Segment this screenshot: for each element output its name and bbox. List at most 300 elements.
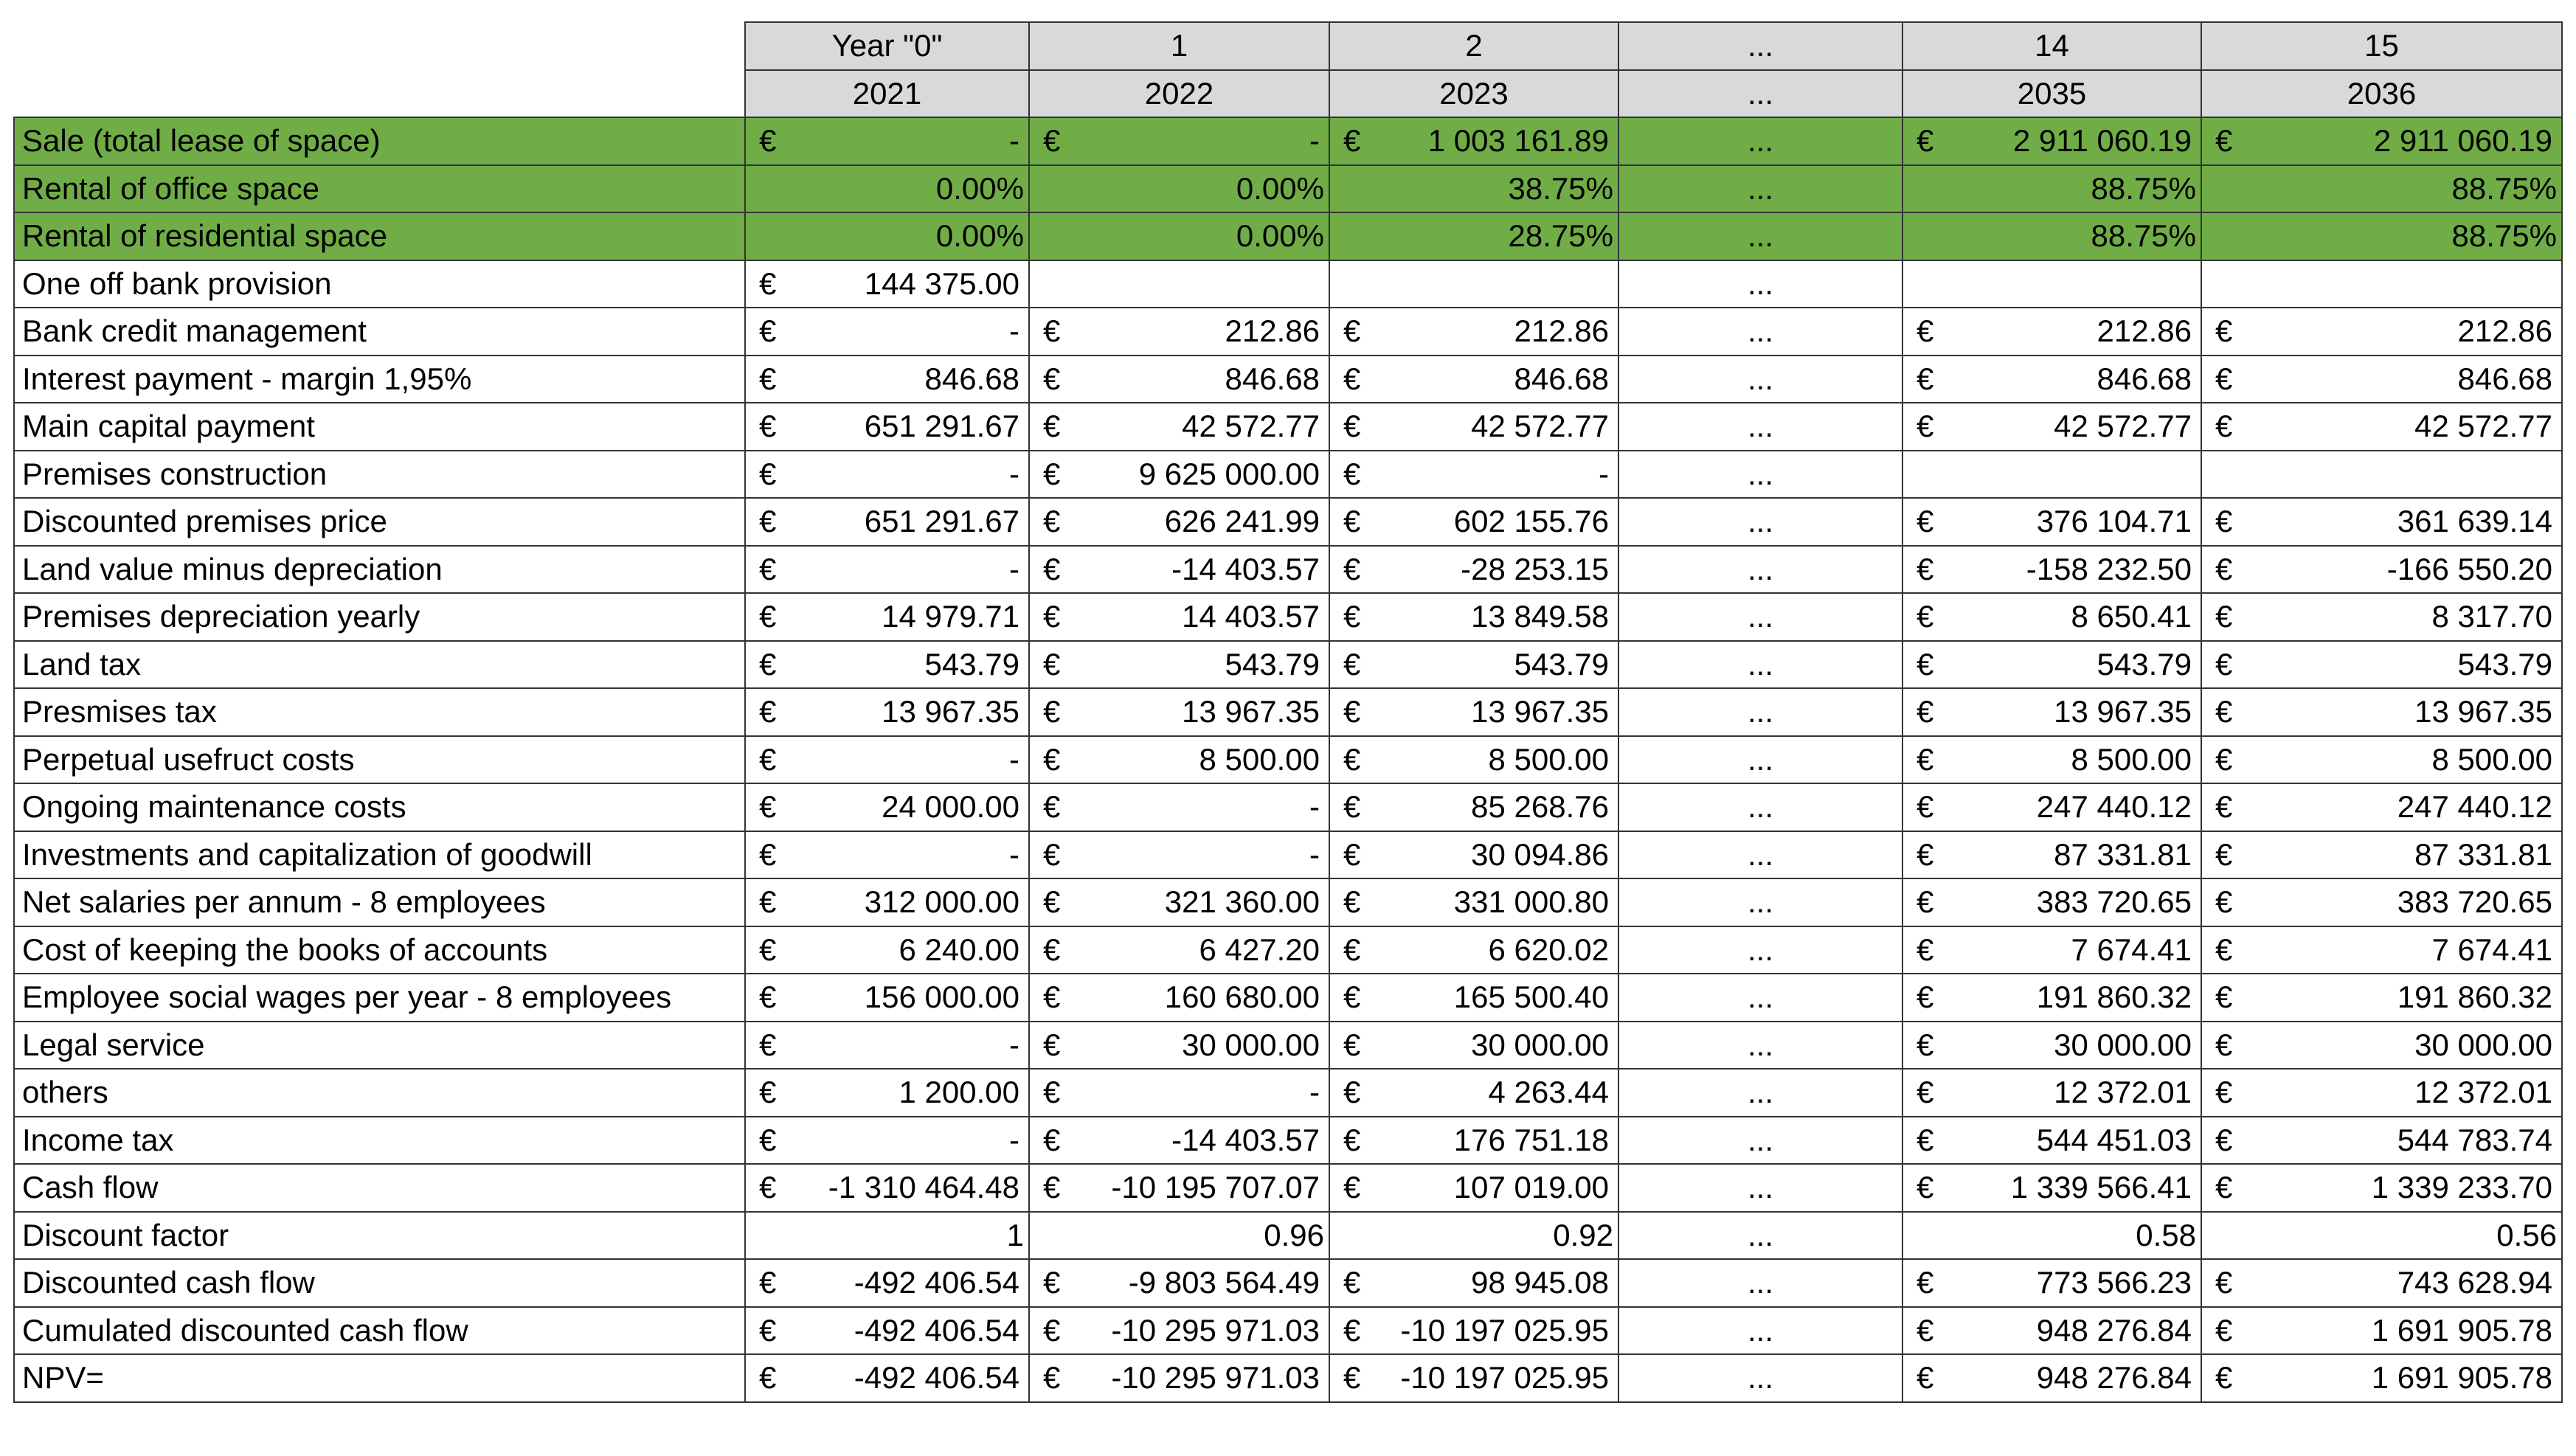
table-row: [14, 593, 2562, 641]
currency-symbol: €: [1029, 688, 1088, 736]
currency-symbol: €: [745, 1354, 808, 1402]
currency-symbol: €: [1029, 1022, 1088, 1070]
ellipsis-cell: ...: [1618, 593, 1902, 641]
currency-symbol: €: [1329, 308, 1388, 356]
year-header-cell: 2021: [745, 70, 1029, 118]
currency-symbol: €: [745, 641, 808, 689]
value-cell: -: [1388, 451, 1618, 499]
currency-symbol: €: [1902, 308, 1962, 356]
currency-symbol: €: [745, 546, 808, 594]
value-cell: 98 945.08: [1388, 1259, 1618, 1307]
ellipsis-cell: ...: [1618, 356, 1902, 403]
value-cell: -10 295 971.03: [1088, 1307, 1329, 1355]
table-row: [14, 736, 2562, 784]
table-row: [14, 974, 2562, 1022]
value-cell: 42 572.77: [2260, 403, 2562, 451]
header-corner-cell: [14, 22, 745, 70]
value-cell: -10 195 707.07: [1088, 1164, 1329, 1212]
currency-symbol: €: [745, 498, 808, 546]
currency-symbol: €: [1329, 1117, 1388, 1165]
table-row: [14, 356, 2562, 403]
ellipsis-cell: ...: [1618, 546, 1902, 594]
table-row: [14, 1354, 2562, 1402]
value-cell: 212.86: [1088, 308, 1329, 356]
empty-cell: [2201, 451, 2562, 499]
currency-symbol: €: [1329, 1354, 1388, 1402]
value-cell: 14 403.57: [1088, 593, 1329, 641]
currency-symbol: €: [2201, 1069, 2260, 1117]
value-cell: 7 674.41: [2260, 926, 2562, 974]
currency-symbol: €: [745, 1307, 808, 1355]
row-label: Interest payment - margin 1,95%: [14, 356, 745, 403]
value-cell: 13 967.35: [808, 688, 1029, 736]
currency-symbol: €: [1329, 974, 1388, 1022]
value-cell: 42 572.77: [1088, 403, 1329, 451]
ellipsis-cell: ...: [1618, 1069, 1902, 1117]
currency-symbol: €: [1029, 308, 1088, 356]
value-cell: 88.75%: [1902, 165, 2201, 213]
row-label: Rental of residential space: [14, 212, 745, 260]
value-cell: 773 566.23: [1962, 1259, 2201, 1307]
table-row: [14, 1022, 2562, 1070]
value-cell: 8 500.00: [1088, 736, 1329, 784]
value-cell: -: [1088, 117, 1329, 165]
table-row: [14, 451, 2562, 499]
currency-symbol: €: [1329, 546, 1388, 594]
value-cell: 4 263.44: [1388, 1069, 1618, 1117]
value-cell: 107 019.00: [1388, 1164, 1618, 1212]
currency-symbol: €: [745, 1069, 808, 1117]
value-cell: 651 291.67: [808, 498, 1029, 546]
currency-symbol: €: [1902, 1022, 1962, 1070]
value-cell: 543.79: [808, 641, 1029, 689]
value-cell: 2 911 060.19: [2260, 117, 2562, 165]
value-cell: 543.79: [1388, 641, 1618, 689]
period-header-cell: 1: [1029, 22, 1329, 70]
currency-symbol: €: [1329, 451, 1388, 499]
value-cell: 8 500.00: [1388, 736, 1618, 784]
value-cell: 2 911 060.19: [1962, 117, 2201, 165]
currency-symbol: €: [2201, 356, 2260, 403]
table-row: [14, 212, 2562, 260]
value-cell: 1 691 905.78: [2260, 1307, 2562, 1355]
ellipsis-cell: ...: [1618, 403, 1902, 451]
header-corner-cell: [14, 70, 745, 118]
ellipsis-cell: ...: [1618, 641, 1902, 689]
row-label: Discounted premises price: [14, 498, 745, 546]
period-header-ellipsis: ...: [1618, 22, 1902, 70]
row-label: Main capital payment: [14, 403, 745, 451]
value-cell: 8 500.00: [2260, 736, 2562, 784]
row-label: Premises depreciation yearly: [14, 593, 745, 641]
value-cell: 12 372.01: [2260, 1069, 2562, 1117]
value-cell: 1: [745, 1212, 1029, 1260]
row-label: Ongoing maintenance costs: [14, 783, 745, 831]
value-cell: 602 155.76: [1388, 498, 1618, 546]
period-header-cell: Year "0": [745, 22, 1029, 70]
value-cell: 14 979.71: [808, 593, 1029, 641]
value-cell: 144 375.00: [808, 260, 1029, 308]
value-cell: -1 310 464.48: [808, 1164, 1029, 1212]
currency-symbol: €: [2201, 974, 2260, 1022]
row-label: Premises construction: [14, 451, 745, 499]
value-cell: 87 331.81: [1962, 831, 2201, 879]
value-cell: -: [808, 831, 1029, 879]
value-cell: 13 967.35: [2260, 688, 2562, 736]
currency-symbol: €: [1329, 1164, 1388, 1212]
currency-symbol: €: [1029, 926, 1088, 974]
value-cell: -10 295 971.03: [1088, 1354, 1329, 1402]
currency-symbol: €: [1029, 878, 1088, 926]
row-label: NPV=: [14, 1354, 745, 1402]
year-header-ellipsis: ...: [1618, 70, 1902, 118]
table-row: [14, 1117, 2562, 1165]
value-cell: -: [1088, 1069, 1329, 1117]
empty-cell: [2201, 260, 2562, 308]
year-header-cell: 2035: [1902, 70, 2201, 118]
value-cell: -492 406.54: [808, 1307, 1029, 1355]
table-row: [14, 1259, 2562, 1307]
value-cell: 38.75%: [1329, 165, 1618, 213]
value-cell: -9 803 564.49: [1088, 1259, 1329, 1307]
currency-symbol: €: [1029, 1164, 1088, 1212]
value-cell: 88.75%: [1902, 212, 2201, 260]
row-label: Cumulated discounted cash flow: [14, 1307, 745, 1355]
value-cell: 383 720.65: [1962, 878, 2201, 926]
row-label: Perpetual usefruct costs: [14, 736, 745, 784]
empty-cell: [1902, 451, 2201, 499]
period-header-cell: 2: [1329, 22, 1618, 70]
value-cell: 8 500.00: [1962, 736, 2201, 784]
row-label: Cost of keeping the books of accounts: [14, 926, 745, 974]
table-row: [14, 498, 2562, 546]
row-label: Land value minus depreciation: [14, 546, 745, 594]
currency-symbol: €: [745, 1259, 808, 1307]
table-row: [14, 1069, 2562, 1117]
row-label: Rental of office space: [14, 165, 745, 213]
currency-symbol: €: [1029, 546, 1088, 594]
value-cell: 7 674.41: [1962, 926, 2201, 974]
value-cell: 87 331.81: [2260, 831, 2562, 879]
table-row: [14, 688, 2562, 736]
currency-symbol: €: [2201, 926, 2260, 974]
currency-symbol: €: [1029, 1259, 1088, 1307]
value-cell: 8 650.41: [1962, 593, 2201, 641]
period-header-row: [14, 22, 2562, 70]
currency-symbol: €: [1902, 1117, 1962, 1165]
currency-symbol: €: [2201, 831, 2260, 879]
value-cell: -: [808, 308, 1029, 356]
empty-cell: [1902, 260, 2201, 308]
row-label: Discount factor: [14, 1212, 745, 1260]
row-label: others: [14, 1069, 745, 1117]
currency-symbol: €: [1902, 831, 1962, 879]
year-header-cell: 2022: [1029, 70, 1329, 118]
currency-symbol: €: [1329, 1022, 1388, 1070]
value-cell: 1 200.00: [808, 1069, 1029, 1117]
value-cell: 544 451.03: [1962, 1117, 2201, 1165]
currency-symbol: €: [1329, 1259, 1388, 1307]
value-cell: 28.75%: [1329, 212, 1618, 260]
currency-symbol: €: [1902, 1354, 1962, 1402]
value-cell: 30 000.00: [1088, 1022, 1329, 1070]
value-cell: 42 572.77: [1962, 403, 2201, 451]
currency-symbol: €: [1029, 641, 1088, 689]
row-label: Land tax: [14, 641, 745, 689]
currency-symbol: €: [1902, 641, 1962, 689]
value-cell: 0.92: [1329, 1212, 1618, 1260]
value-cell: 544 783.74: [2260, 1117, 2562, 1165]
currency-symbol: €: [2201, 498, 2260, 546]
value-cell: 30 000.00: [2260, 1022, 2562, 1070]
ellipsis-cell: ...: [1618, 974, 1902, 1022]
currency-symbol: €: [745, 736, 808, 784]
ellipsis-cell: ...: [1618, 1117, 1902, 1165]
value-cell: 247 440.12: [1962, 783, 2201, 831]
ellipsis-cell: ...: [1618, 1354, 1902, 1402]
currency-symbol: €: [2201, 1307, 2260, 1355]
currency-symbol: €: [2201, 688, 2260, 736]
value-cell: 0.58: [1902, 1212, 2201, 1260]
value-cell: 543.79: [1088, 641, 1329, 689]
currency-symbol: €: [1902, 878, 1962, 926]
row-label: Presmises tax: [14, 688, 745, 736]
currency-symbol: €: [1029, 1354, 1088, 1402]
value-cell: 321 360.00: [1088, 878, 1329, 926]
value-cell: 30 094.86: [1388, 831, 1618, 879]
currency-symbol: €: [1902, 1164, 1962, 1212]
value-cell: 165 500.40: [1388, 974, 1618, 1022]
value-cell: 212.86: [2260, 308, 2562, 356]
value-cell: -492 406.54: [808, 1354, 1029, 1402]
empty-cell: [1029, 260, 1329, 308]
value-cell: -: [808, 117, 1029, 165]
currency-symbol: €: [1029, 1117, 1088, 1165]
value-cell: 846.68: [1388, 356, 1618, 403]
value-cell: 160 680.00: [1088, 974, 1329, 1022]
currency-symbol: €: [745, 1022, 808, 1070]
row-label: Discounted cash flow: [14, 1259, 745, 1307]
currency-symbol: €: [1902, 783, 1962, 831]
value-cell: -: [1088, 783, 1329, 831]
currency-symbol: €: [1329, 593, 1388, 641]
value-cell: 1 339 233.70: [2260, 1164, 2562, 1212]
currency-symbol: €: [1029, 736, 1088, 784]
currency-symbol: €: [1902, 356, 1962, 403]
currency-symbol: €: [1329, 831, 1388, 879]
currency-symbol: €: [745, 593, 808, 641]
value-cell: 0.00%: [745, 212, 1029, 260]
value-cell: 13 967.35: [1388, 688, 1618, 736]
currency-symbol: €: [2201, 1117, 2260, 1165]
currency-symbol: €: [1329, 926, 1388, 974]
value-cell: 85 268.76: [1388, 783, 1618, 831]
value-cell: 42 572.77: [1388, 403, 1618, 451]
table-row: [14, 260, 2562, 308]
value-cell: 0.56: [2201, 1212, 2562, 1260]
row-label: Investments and capitalization of goodwill: [14, 831, 745, 879]
row-label: Cash flow: [14, 1164, 745, 1212]
currency-symbol: €: [2201, 308, 2260, 356]
currency-symbol: €: [2201, 1164, 2260, 1212]
currency-symbol: €: [1029, 1069, 1088, 1117]
currency-symbol: €: [1902, 926, 1962, 974]
value-cell: -492 406.54: [808, 1259, 1029, 1307]
value-cell: 247 440.12: [2260, 783, 2562, 831]
currency-symbol: €: [745, 260, 808, 308]
currency-symbol: €: [1329, 783, 1388, 831]
currency-symbol: €: [2201, 1022, 2260, 1070]
currency-symbol: €: [745, 308, 808, 356]
table-row: [14, 926, 2562, 974]
currency-symbol: €: [1902, 593, 1962, 641]
row-label: Employee social wages per year - 8 employees: [14, 974, 745, 1022]
currency-symbol: €: [745, 1117, 808, 1165]
value-cell: -166 550.20: [2260, 546, 2562, 594]
currency-symbol: €: [745, 974, 808, 1022]
currency-symbol: €: [745, 783, 808, 831]
currency-symbol: €: [1902, 546, 1962, 594]
npv-spreadsheet-table: [13, 21, 2563, 1403]
value-cell: 12 372.01: [1962, 1069, 2201, 1117]
value-cell: 212.86: [1962, 308, 2201, 356]
value-cell: 176 751.18: [1388, 1117, 1618, 1165]
year-header-row: [14, 70, 2562, 118]
ellipsis-cell: ...: [1618, 783, 1902, 831]
currency-symbol: €: [2201, 1354, 2260, 1402]
currency-symbol: €: [2201, 641, 2260, 689]
value-cell: 651 291.67: [808, 403, 1029, 451]
value-cell: 0.00%: [745, 165, 1029, 213]
table-row: [14, 165, 2562, 213]
value-cell: -28 253.15: [1388, 546, 1618, 594]
value-cell: 191 860.32: [1962, 974, 2201, 1022]
year-header-cell: 2036: [2201, 70, 2562, 118]
currency-symbol: €: [745, 1164, 808, 1212]
currency-symbol: €: [745, 926, 808, 974]
empty-cell: [1329, 260, 1618, 308]
currency-symbol: €: [2201, 117, 2260, 165]
currency-symbol: €: [1902, 498, 1962, 546]
currency-symbol: €: [1329, 736, 1388, 784]
value-cell: 846.68: [808, 356, 1029, 403]
table-row: [14, 641, 2562, 689]
value-cell: 24 000.00: [808, 783, 1029, 831]
currency-symbol: €: [1029, 831, 1088, 879]
table-row: [14, 546, 2562, 594]
currency-symbol: €: [1902, 688, 1962, 736]
value-cell: 846.68: [1088, 356, 1329, 403]
value-cell: 191 860.32: [2260, 974, 2562, 1022]
currency-symbol: €: [1029, 403, 1088, 451]
table-row: [14, 783, 2562, 831]
currency-symbol: €: [745, 878, 808, 926]
ellipsis-cell: ...: [1618, 1307, 1902, 1355]
value-cell: 0.96: [1029, 1212, 1329, 1260]
value-cell: 1 339 566.41: [1962, 1164, 2201, 1212]
currency-symbol: €: [2201, 783, 2260, 831]
ellipsis-cell: ...: [1618, 451, 1902, 499]
value-cell: 376 104.71: [1962, 498, 2201, 546]
value-cell: 88.75%: [2201, 165, 2562, 213]
table-row: [14, 831, 2562, 879]
table-row: [14, 403, 2562, 451]
value-cell: 948 276.84: [1962, 1307, 2201, 1355]
value-cell: 846.68: [2260, 356, 2562, 403]
ellipsis-cell: ...: [1618, 308, 1902, 356]
currency-symbol: €: [745, 356, 808, 403]
currency-symbol: €: [1329, 498, 1388, 546]
value-cell: -14 403.57: [1088, 546, 1329, 594]
currency-symbol: €: [1029, 593, 1088, 641]
year-header-cell: 2023: [1329, 70, 1618, 118]
value-cell: -: [808, 1117, 1029, 1165]
currency-symbol: €: [1329, 356, 1388, 403]
currency-symbol: €: [1329, 1069, 1388, 1117]
value-cell: 13 849.58: [1388, 593, 1618, 641]
table-row: [14, 117, 2562, 165]
value-cell: 361 639.14: [2260, 498, 2562, 546]
currency-symbol: €: [1029, 117, 1088, 165]
currency-symbol: €: [1029, 356, 1088, 403]
ellipsis-cell: ...: [1618, 1164, 1902, 1212]
currency-symbol: €: [2201, 878, 2260, 926]
value-cell: 1 003 161.89: [1388, 117, 1618, 165]
ellipsis-cell: ...: [1618, 926, 1902, 974]
currency-symbol: €: [745, 831, 808, 879]
value-cell: 6 427.20: [1088, 926, 1329, 974]
value-cell: 383 720.65: [2260, 878, 2562, 926]
ellipsis-cell: ...: [1618, 736, 1902, 784]
value-cell: 543.79: [1962, 641, 2201, 689]
currency-symbol: €: [1902, 974, 1962, 1022]
row-label: Legal service: [14, 1022, 745, 1070]
value-cell: -: [1088, 831, 1329, 879]
value-cell: 6 240.00: [808, 926, 1029, 974]
row-label: Bank credit management: [14, 308, 745, 356]
currency-symbol: €: [1029, 1307, 1088, 1355]
currency-symbol: €: [1902, 1259, 1962, 1307]
ellipsis-cell: ...: [1618, 117, 1902, 165]
value-cell: 9 625 000.00: [1088, 451, 1329, 499]
currency-symbol: €: [2201, 736, 2260, 784]
table-row: [14, 1164, 2562, 1212]
row-label: One off bank provision: [14, 260, 745, 308]
value-cell: 0.00%: [1029, 212, 1329, 260]
value-cell: 543.79: [2260, 641, 2562, 689]
currency-symbol: €: [1902, 1069, 1962, 1117]
value-cell: 948 276.84: [1962, 1354, 2201, 1402]
currency-symbol: €: [1902, 1307, 1962, 1355]
currency-symbol: €: [2201, 403, 2260, 451]
value-cell: 30 000.00: [1388, 1022, 1618, 1070]
currency-symbol: €: [1902, 117, 1962, 165]
value-cell: 88.75%: [2201, 212, 2562, 260]
ellipsis-cell: ...: [1618, 831, 1902, 879]
currency-symbol: €: [1029, 974, 1088, 1022]
value-cell: 846.68: [1962, 356, 2201, 403]
currency-symbol: €: [2201, 1259, 2260, 1307]
value-cell: -10 197 025.95: [1388, 1354, 1618, 1402]
value-cell: -: [808, 451, 1029, 499]
table-row: [14, 878, 2562, 926]
ellipsis-cell: ...: [1618, 878, 1902, 926]
period-header-cell: 15: [2201, 22, 2562, 70]
value-cell: 6 620.02: [1388, 926, 1618, 974]
currency-symbol: €: [745, 688, 808, 736]
currency-symbol: €: [1329, 688, 1388, 736]
ellipsis-cell: ...: [1618, 1212, 1902, 1260]
